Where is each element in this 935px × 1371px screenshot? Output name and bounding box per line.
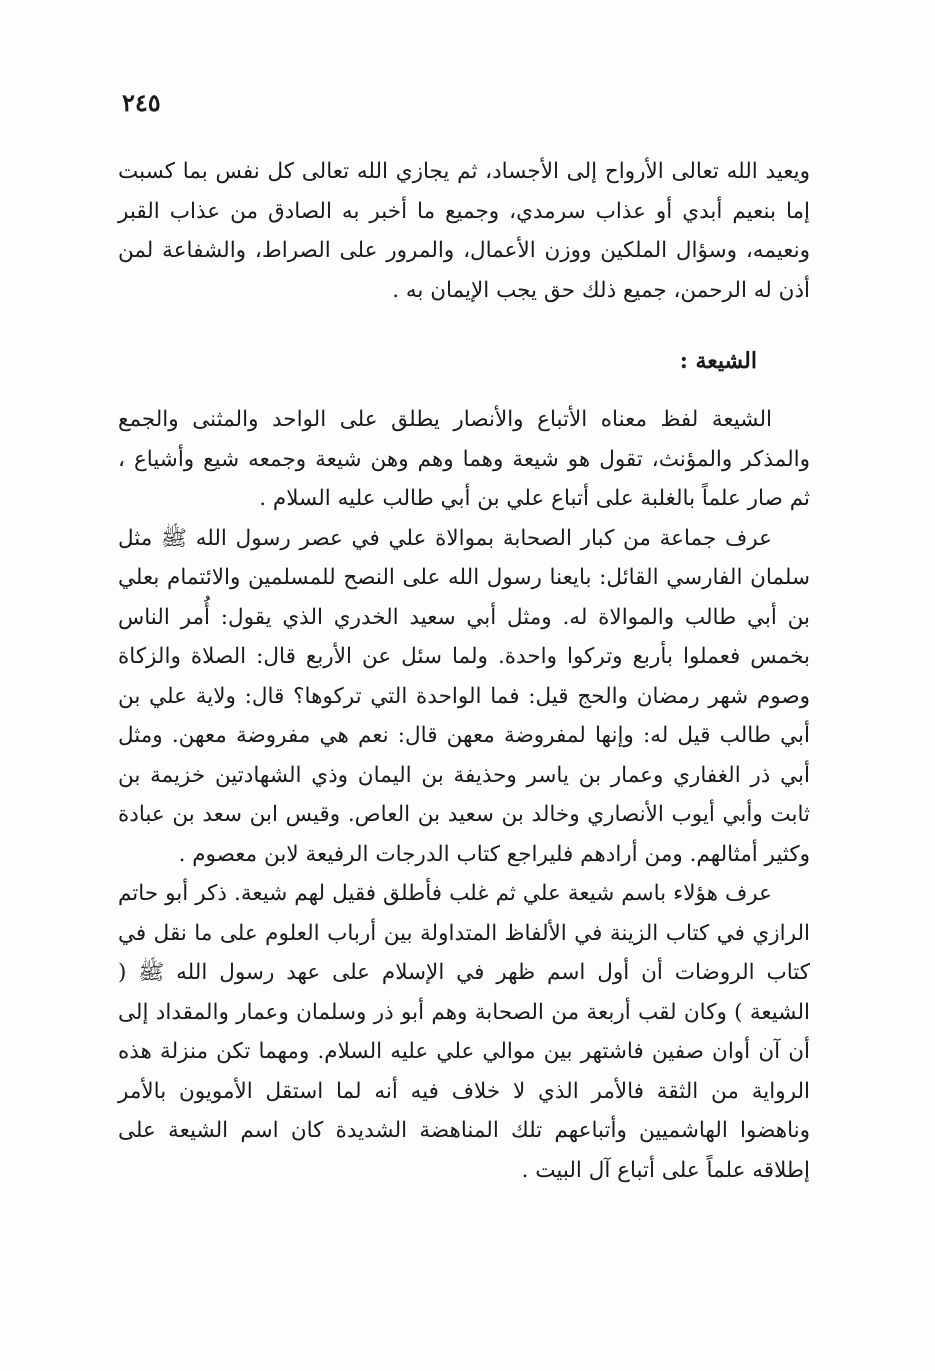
intro-paragraph: ويعيد الله تعالى الأرواح إلى الأجساد، ثم يجازي الله تعالى كل نفس بما كسبت إما بنعيم أبدي أو عذاب سرمدي، وجميع ما أخبر به الصادق من عذاب القبر ونعيمه، وسؤال الملكين ووزن الأعمال، والمرور على الصراط، والشفاعة لمن أذن له الرحمن، جميع ذلك حق يجب الإيمان به . bbox=[118, 159, 810, 303]
section-heading: الشيعة : bbox=[679, 348, 757, 374]
section-body bbox=[118, 400, 810, 1190]
page-number: ٢٤٥ bbox=[122, 88, 161, 117]
paragraph-companions: عرف جماعة من كبار الصحابة بموالاة علي في عصر رسول الله ﷺ مثل سلمان الفارسي القائل: بايعنا رسول الله على النصح للمسلمين والائتمام بعلي بن أبي طالب والموالاة له. ومثل أبي سعيد الخدري الذي يقول: أُمر الناس بخمس فعملوا بأربع وتركوا واحدة. ولما سئل عن الأربع قال: الصلاة والزكاة وصوم شهر رمضان والحج قيل: فما الواحدة التي تركوها؟ قال: ولاية علي بن أبي طالب قيل له: وإنها لمفروضة معهن قال: نعم هي مفروضة معهن. ومثل أبي ذر الغفاري وعمار بن ياسر وحذيفة بن اليمان وذي الشهادتين خزيمة بن ثابت وأبي أيوب الأنصاري وخالد بن سعيد بن العاص. وقيس ابن سعد بن عبادة وكثير أمثالهم. ومن أرادهم فليراجع كتاب الدرجات الرفيعة لابن معصوم . bbox=[118, 525, 810, 867]
paragraph-name-origin: عرف هؤلاء باسم شيعة علي ثم غلب فأطلق فقيل لهم شيعة. ذكر أبو حاتم الرازي في كتاب الزينة في الألفاظ المتداولة بين أرباب العلوم على ما نقل في كتاب الروضات أن أول اسم ظهر في الإسلام على عهد رسول الله ﷺ ( الشيعة ) وكان لقب أربعة من الصحابة وهم أبو ذر وسلمان وعمار والمقداد إلى أن آن أوان صفين فاشتهر بين موالي علي عليه السلام. ومهما تكن منزلة هذه الرواية من الثقة فالأمر الذي لا خلاف فيه أنه لما استقل الأمويون بالأمر وناهضوا الهاشميين وأتباعهم تلك المناهضة الشديدة كان اسم الشيعة على إطلاقه علماً على أتباع آل البيت . bbox=[118, 881, 810, 1183]
paragraph-definition: الشيعة لفظ معناه الأتباع والأنصار يطلق على الواحد والمثنى والجمع والمذكر والمؤنث، تقول هو شيعة وهما وهم وهن شيعة وجمعه شيع وأشياع ، ثم صار علماً بالغلبة على أتباع علي بن أبي طالب عليه السلام . bbox=[118, 407, 810, 511]
